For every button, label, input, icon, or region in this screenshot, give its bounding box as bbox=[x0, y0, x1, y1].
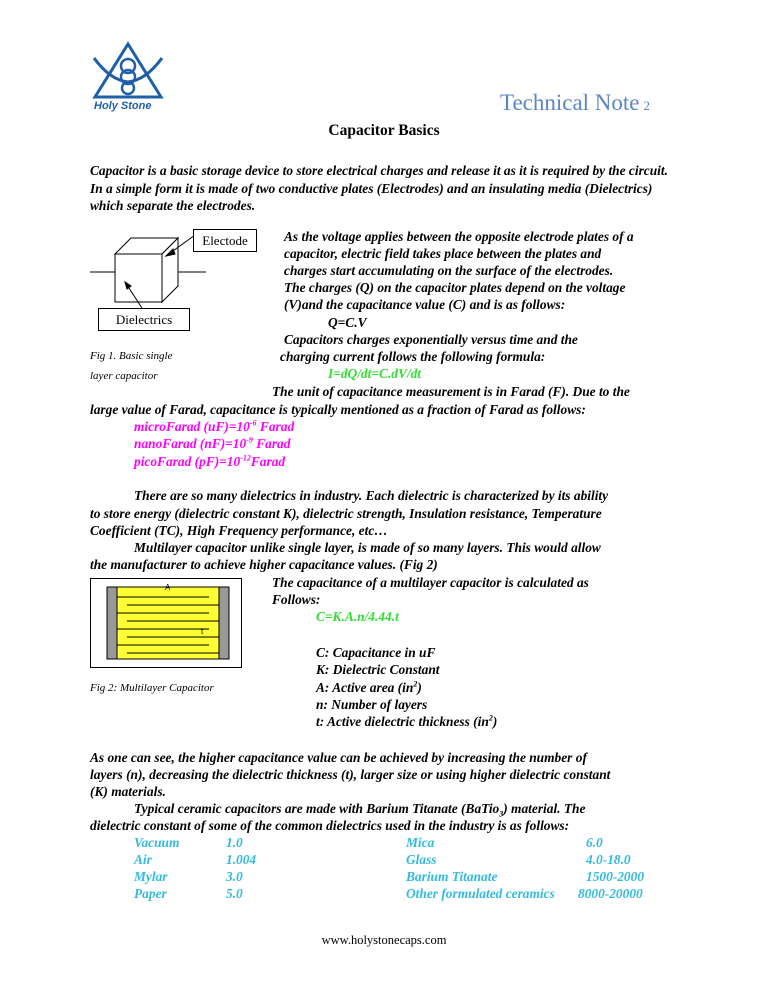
company-logo bbox=[88, 40, 168, 116]
voltage-text-line1: As the voltage applies between the opposite electrode plates of a bbox=[284, 229, 634, 244]
intro-paragraph: Capacitor is a basic storage device to store electrical charges and release it as it is required by the circuit. In a simple form it is made of two conductive plates (Electrodes) and an insulating media (Dielectrics) which separate the electrodes. bbox=[90, 163, 668, 214]
dielectrics-text-line1: There are so many dielectrics in industry. Each dielectric is characterized by its ability bbox=[134, 488, 609, 503]
fig1-caption-line2: layer capacitor bbox=[90, 370, 158, 382]
page-title: Capacitor Basics bbox=[328, 122, 440, 139]
voltage-text-line3: charges start accumulating on the surface of the electrodes. bbox=[284, 263, 614, 278]
dielectrics-text-line3: Coefficient (TC), High Frequency performance, etc… bbox=[90, 523, 388, 538]
table-row-air-value: 1.004 bbox=[226, 852, 257, 867]
table-row-vacuum-name: Vacuum bbox=[134, 835, 180, 850]
active-area-label: A bbox=[165, 583, 171, 592]
table-row-glass-name: Glass bbox=[406, 852, 437, 867]
dielectrics-label: Dielectrics bbox=[98, 308, 190, 331]
multilayer-formula-intro-line1: The capacitance of a multilayer capacitor is calculated as bbox=[272, 575, 589, 590]
nano-farad-unit: nanoFarad $(nF)=10^{-9}$ Farad bbox=[134, 435, 291, 451]
conclusion-line2: layers (n), decreasing the dielectric thickness (t), larger size or using higher dielectric constant bbox=[90, 767, 611, 782]
footer-website: www.holystonecaps.com bbox=[321, 933, 447, 947]
holy-stone-logo-icon bbox=[88, 40, 168, 102]
table-row-mylar-name: Mylar bbox=[134, 869, 168, 884]
table-row-ceramics-value: 8000-20000 bbox=[578, 886, 643, 901]
multilayer-capacitance-formula: C=K.A.n/4.44.t bbox=[316, 609, 399, 624]
table-row-ceramics-name: Other formulated ceramics bbox=[406, 886, 555, 901]
multilayer-formula-intro-line2: Follows: bbox=[272, 592, 321, 607]
table-row-mica-value: 6.0 bbox=[586, 835, 603, 850]
technical-note-number: 2 bbox=[643, 98, 651, 113]
table-row-mica-name: Mica bbox=[406, 835, 435, 850]
logo-text: Holy Stone bbox=[94, 100, 152, 112]
table-row-paper-value: 5.0 bbox=[226, 886, 243, 901]
thickness-label: t bbox=[201, 627, 204, 636]
micro-farad-unit: microFarad $(uF)=10^{-6}$ Farad bbox=[134, 418, 295, 434]
charging-text-line1: Capacitors charges exponentially versus time and the bbox=[284, 332, 578, 347]
voltage-text-line2: capacitor, electric field takes place between the plates and bbox=[284, 246, 602, 261]
voltage-text-line4: The charges (Q) on the capacitor plates depend on the voltage bbox=[284, 280, 626, 295]
table-row-vacuum-value: 1.0 bbox=[226, 835, 243, 850]
dielectrics-text-line2: to store energy (dielectric constant K), dielectric strength, Insulation resistance, Temperature bbox=[90, 506, 602, 521]
fig2-caption: Fig 2: Multilayer Capacitor bbox=[90, 682, 214, 694]
definition-dielectric-constant: K: Dielectric Constant bbox=[316, 662, 440, 677]
barium-titanate-line: Typical ceramic capacitors are made with Barium Titanate (BaTio$_3$) material. The bbox=[134, 801, 586, 819]
conclusion-line3: (K) materials. bbox=[90, 784, 166, 799]
voltage-text-line5: (V)and the capacitance value (C) and is as follows: bbox=[284, 297, 566, 312]
table-row-barium-name: Barium Titanate bbox=[406, 869, 498, 884]
multilayer-capacitor-figure bbox=[90, 578, 242, 668]
pico-farad-unit: picoFarad $(pF)=10^{-12}Farad$ bbox=[134, 453, 286, 469]
table-row-barium-value: 1500-2000 bbox=[586, 869, 645, 884]
charge-formula: Q=C.V bbox=[328, 315, 367, 330]
multilayer-text-line2: the manufacturer to achieve higher capacitance values. (Fig 2) bbox=[90, 557, 438, 572]
electrode-label: Electode bbox=[193, 229, 257, 252]
farad-text-line2: large value of Farad, capacitance is typically mentioned as a fraction of Farad as follows: bbox=[90, 402, 586, 417]
current-formula: I=dQ/dt=C.dV/dt bbox=[328, 366, 422, 381]
multilayer-text-line1: Multilayer capacitor unlike single layer, is made of so many layers. This would allow bbox=[134, 540, 601, 555]
conclusion-line1: As one can see, the higher capacitance value can be achieved by increasing the number of bbox=[90, 750, 587, 765]
technical-note-title: Technical Note bbox=[500, 90, 640, 115]
table-row-paper-name: Paper bbox=[134, 886, 167, 901]
multilayer-capacitor-diagram bbox=[91, 579, 241, 667]
dielectric-constant-intro: dielectric constant of some of the common dielectrics used in the industry is as follows: bbox=[90, 818, 570, 833]
definition-thickness: t: Active dielectric thickness $(in^2)$ bbox=[316, 713, 498, 729]
table-row-mylar-value: 3.0 bbox=[226, 869, 243, 884]
table-row-air-name: Air bbox=[134, 852, 152, 867]
charging-text-line2: charging current follows the following formula: bbox=[280, 349, 546, 364]
definition-capacitance: C: Capacitance in uF bbox=[316, 645, 436, 660]
technical-note-heading bbox=[500, 90, 650, 116]
fig1-caption-line1: Fig 1. Basic single bbox=[90, 350, 173, 362]
definition-number-of-layers: n: Number of layers bbox=[316, 697, 428, 712]
table-row-glass-value: 4.0-18.0 bbox=[586, 852, 631, 867]
farad-text-line1: The unit of capacitance measurement is in Farad (F). Due to the bbox=[272, 384, 630, 399]
definition-active-area: A: Active area $(in^2)$ bbox=[316, 679, 422, 695]
